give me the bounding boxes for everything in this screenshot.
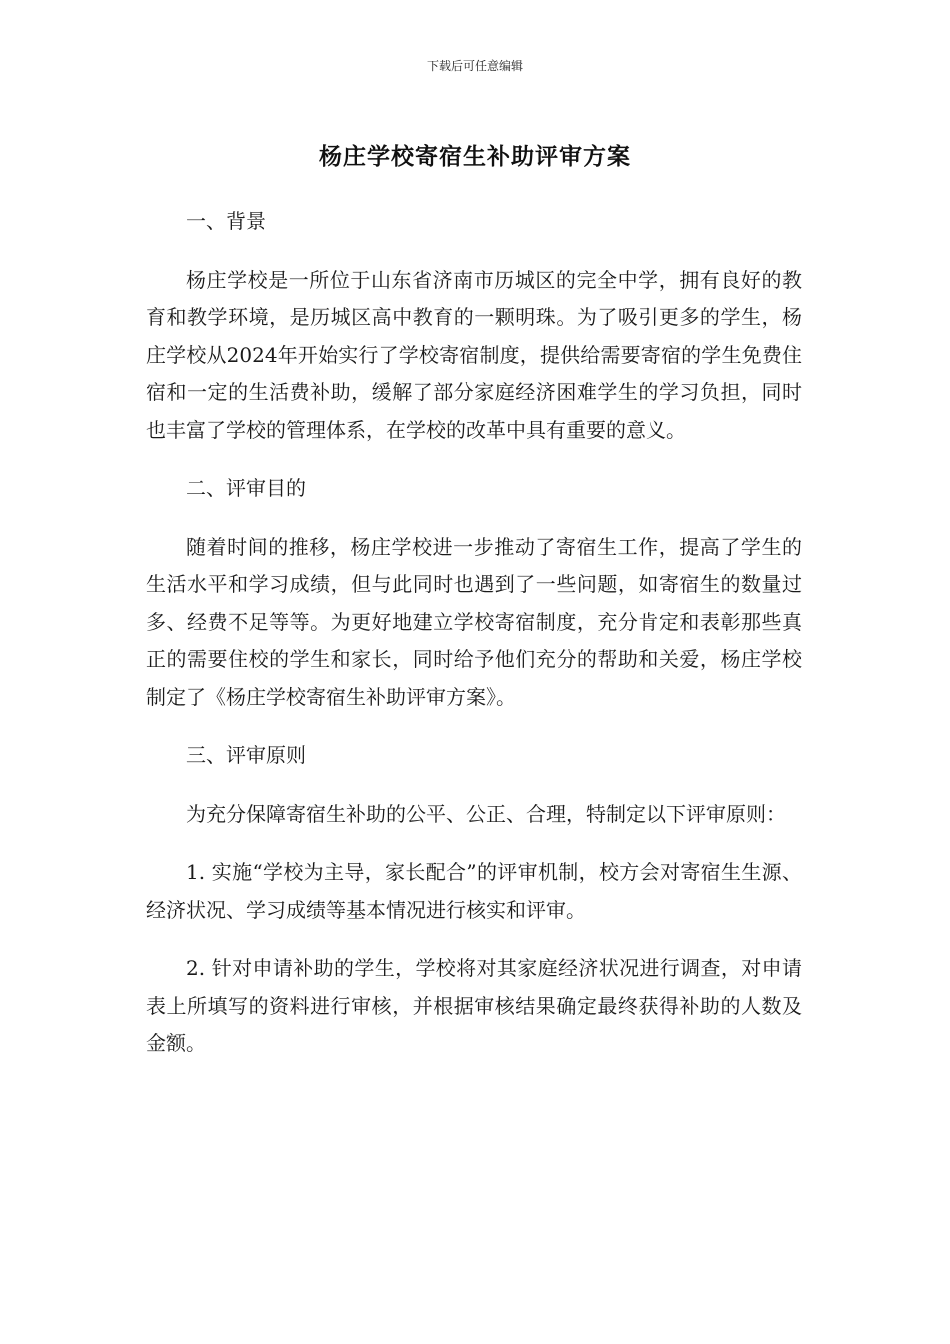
paragraph-principles-intro: 为充分保障寄宿生补助的公平、公正、合理，特制定以下评审原则： [186,801,786,826]
document-title: 杨庄学校寄宿生补助评审方案 [319,144,631,170]
download-note: 下载后可任意编辑 [426,59,523,73]
section-heading-principles: 三、评审原则 [186,743,306,767]
section-heading-background: 一、背景 [186,209,266,233]
paragraph-purpose: 随着时间的推移，杨庄学校进一步推动了寄宿生工作，提高了学生的生活水平和学习成绩，但与此同时也遇到了一些问题，如寄宿生的数量过多、经费不足等等。为更好地建立学校寄宿制度，充分肯定和表彰那些真正的需要住校的学生和家长，同时给予他们充分的帮助和关爱，杨庄学校制定了《杨庄学校寄宿生补助评审方案》。 [146,534,802,709]
section-heading-purpose: 二、评审目的 [186,476,306,500]
list-item-principle-1: 1. 实施“学校为主导，家长配合”的评审机制，校方会对寄宿生生源、经济状况、学习成绩等基本情况进行核实和评审。 [146,860,802,922]
list-item-principle-2: 2. 针对申请补助的学生，学校将对其家庭经济状况进行调查，对申请表上所填写的资料进行审核，并根据审核结果确定最终获得补助的人数及金额。 [146,956,802,1055]
paragraph-background: 杨庄学校是一所位于山东省济南市历城区的完全中学，拥有良好的教育和教学环境，是历城区高中教育的一颗明珠。为了吸引更多的学生，杨庄学校从2024年开始实行了学校寄宿制度，提供给需要寄宿的学生免费住宿和一定的生活费补助，缓解了部分家庭经济困难学生的学习负担，同时也丰富了学校的管理体系，在学校的改革中具有重要的意义。 [146,267,802,442]
document-body [146,203,802,1084]
